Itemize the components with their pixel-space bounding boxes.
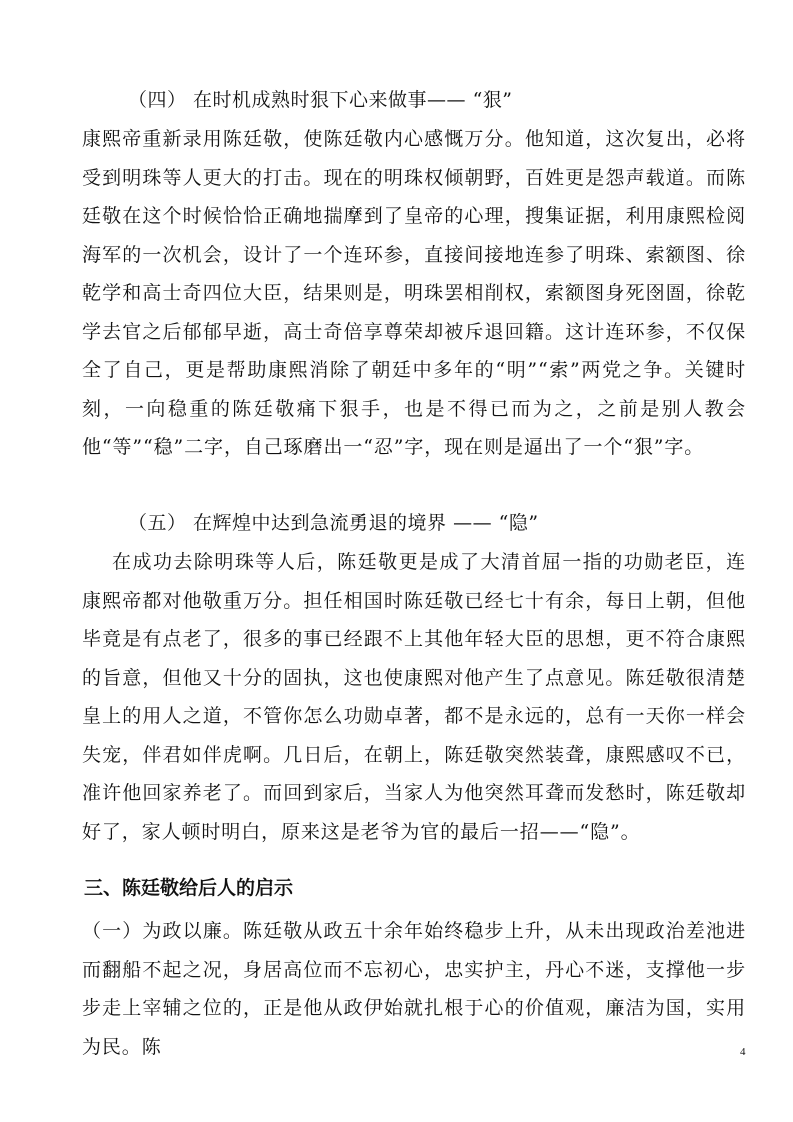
part-three-paragraph: （一）为政以廉。陈廷敬从政五十余年始终稳步上升，从未出现政治差池进而翻船不起之况，身居高位而不忘初心，忠实护主，丹心不迷，支撑他一步步走上宰辅之位的，正是他从政伊始就扎根于心的价值观，廉洁为国，实用为民。陈 xyxy=(82,920,746,1058)
section-four-heading: （四） 在时机成熟时狠下心来做事—— “狠” xyxy=(128,89,513,111)
section-four-paragraph: 康熙帝重新录用陈廷敬，使陈廷敬内心感慨万分。他知道，这次复出，必将受到明珠等人更大的打击。现在的明珠权倾朝野，百姓更是怨声载道。而陈廷敬在这个时候恰恰正确地揣摩到了皇帝的心理，搜集证据，利用康熙检阅海军的一次机会，设计了一个连环参，直接间接地连参了明珠、索额图、徐乾学和高士奇四位大臣，结果则是，明珠罢相削权，索额图身死囹圄，徐乾学去官之后郁郁早逝，高士奇倍享尊荣却被斥退回籍。这计连环参，不仅保全了自己，更是帮助康熙消除了朝廷中多年的“明”“索”两党之争。关键时刻，一向稳重的陈廷敬痛下狠手，也是不得已而为之，之前是别人教会他“等”“稳”二字，自己琢磨出一“忍”字，现在则是逼出了一个“狠”字。 xyxy=(82,128,746,458)
section-five-heading: （五） 在辉煌中达到急流勇退的境界 —— “隐” xyxy=(128,512,539,534)
part-three-heading: 三、陈廷敬给后人的启示 xyxy=(84,877,294,899)
section-five-paragraph: 在成功去除明珠等人后，陈廷敬更是成了大清首屈一指的功勋老臣，连康熙帝都对他敬重万分。担任相国时陈廷敬已经七十有余，每日上朝，但他毕竟是有点老了，很多的事已经跟不上其他年轻大臣的思想，更不符合康熙的旨意，但他又十分的固执，这也使康熙对他产生了点意见。陈廷敬很清楚皇上的用人之道，不管你怎么功勋卓著，都不是永远的，总有一天你一样会失宠，伴君如伴虎啊。几日后，在朝上，陈廷敬突然装聋，康熙感叹不已，准许他回家养老了。而回到家后，当家人为他突然耳聋而发愁时，陈廷敬却好了，家人顿时明白，原来这是老爷为官的最后一招——“隐”。 xyxy=(82,551,746,843)
page-number: 4 xyxy=(740,1046,746,1058)
